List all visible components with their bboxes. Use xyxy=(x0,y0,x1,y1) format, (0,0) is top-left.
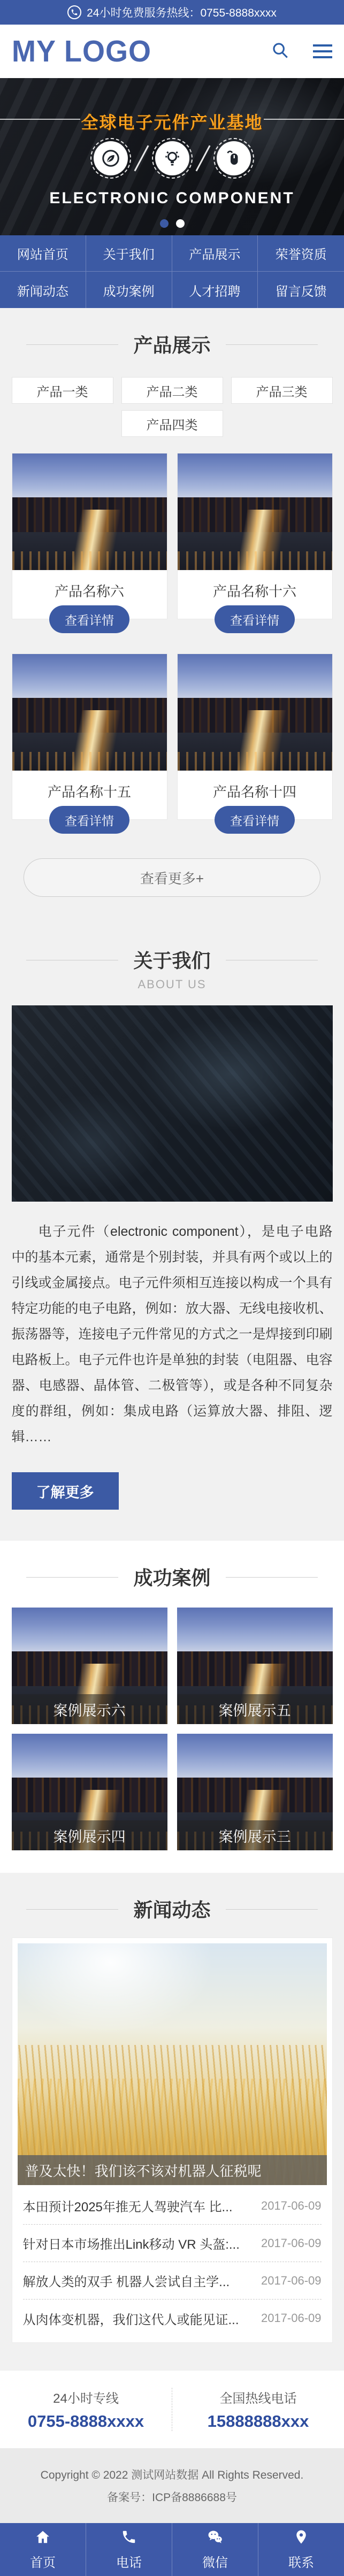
news-list xyxy=(18,2185,327,2339)
case-card[interactable] xyxy=(177,1608,333,1724)
product-categories xyxy=(12,377,333,437)
news-item-date: 2017-06-09 xyxy=(261,2198,322,2212)
nav-item-cases[interactable]: 成功案例 xyxy=(86,272,172,308)
banner-title: 全球电子元件产业基地 xyxy=(81,113,263,132)
mouse-icon xyxy=(217,141,251,175)
hotline-national-number[interactable]: 15888888xxx xyxy=(207,2412,309,2431)
location-pin-icon xyxy=(293,2529,309,2549)
about-text: 电子元件（electronic component），是电子电路中的基本元素，通常是个别封装，并具有两个或以上的引线或金属接点。电子元件须相互连接以构成一个具有特定功能的电子电路，例如：放大器、无线电接收机、振荡器等，连接电子元件常见的方式之一是焊接到印刷电路板上。电子元件也许是单独的封装（电阻器、电容器、电感器、晶体管、二极管等），或是各种不同复杂度的群组，例如：集成电路（运算放大器、排阻、逻辑…… xyxy=(11,1224,333,1444)
category-button-3[interactable]: 产品三类 xyxy=(231,377,333,404)
search-icon[interactable] xyxy=(271,41,289,62)
contact-phones xyxy=(0,2371,344,2448)
menu-icon[interactable] xyxy=(313,44,332,58)
products-section xyxy=(0,308,344,924)
news-item-title: 解放人类的双手 机器人尝试自主学... xyxy=(22,2275,230,2289)
cases-section-title: 成功案例 xyxy=(118,1563,225,1590)
topbar-hotline: 24小时免费服务热线：0755-8888xxxx xyxy=(87,7,277,19)
case-caption: 案例展示六 xyxy=(12,1694,167,1724)
banner-slash xyxy=(195,145,210,171)
product-name: 产品名称十五 xyxy=(47,784,131,800)
bottom-tabbar xyxy=(0,2523,344,2576)
tab-label: 首页 xyxy=(30,2555,56,2570)
nav-item-about[interactable]: 关于我们 xyxy=(86,235,172,272)
case-caption: 案例展示三 xyxy=(177,1820,333,1850)
tab-phone[interactable] xyxy=(86,2523,172,2576)
news-item[interactable] xyxy=(23,2225,322,2262)
view-more-button[interactable]: 查看更多+ xyxy=(24,858,320,897)
cases-section xyxy=(0,1541,344,1873)
product-card[interactable] xyxy=(12,453,167,627)
news-item-date: 2017-06-09 xyxy=(261,2311,322,2325)
tab-home[interactable] xyxy=(0,2523,86,2576)
carousel-dot-active[interactable] xyxy=(160,219,169,228)
news-card xyxy=(12,1937,333,2343)
product-card[interactable] xyxy=(177,453,333,627)
wechat-icon xyxy=(207,2529,223,2549)
product-image xyxy=(12,654,167,771)
product-card[interactable] xyxy=(12,653,167,828)
category-button-2[interactable]: 产品二类 xyxy=(121,377,223,404)
case-card[interactable] xyxy=(12,1608,167,1724)
hero-banner[interactable] xyxy=(0,78,344,235)
news-item-date: 2017-06-09 xyxy=(261,2273,322,2287)
carousel-dots xyxy=(0,219,344,228)
tab-contact[interactable] xyxy=(258,2523,344,2576)
banner-feature-icons xyxy=(0,141,344,175)
tab-label: 电话 xyxy=(116,2555,142,2570)
icp-line: 备案号：ICP备8886688号 xyxy=(107,2492,237,2504)
tab-label: 联系 xyxy=(288,2555,314,2570)
news-section xyxy=(0,1873,344,2371)
product-image xyxy=(178,453,332,570)
banner-subtitle: ELECTRONIC COMPONENT xyxy=(49,189,295,207)
case-card[interactable] xyxy=(12,1734,167,1850)
product-name: 产品名称十四 xyxy=(212,784,296,800)
news-item[interactable] xyxy=(23,2262,322,2300)
learn-more-button[interactable]: 了解更多 xyxy=(12,1472,119,1510)
nav-item-news[interactable]: 新闻动态 xyxy=(0,272,86,308)
tab-wechat[interactable] xyxy=(172,2523,258,2576)
product-image xyxy=(178,654,332,771)
nav-item-jobs[interactable]: 人才招聘 xyxy=(172,272,258,308)
product-name: 产品名称十六 xyxy=(212,583,296,599)
tab-label: 微信 xyxy=(202,2555,228,2570)
about-section xyxy=(0,924,344,1541)
product-image xyxy=(12,453,167,570)
view-detail-button[interactable]: 查看详情 xyxy=(49,806,129,834)
about-image xyxy=(12,1005,333,1202)
hotline-national xyxy=(172,2388,344,2431)
carousel-dot[interactable] xyxy=(176,219,185,228)
phone-icon xyxy=(121,2529,137,2549)
home-icon xyxy=(35,2529,51,2549)
nav-item-honor[interactable]: 荣誉资质 xyxy=(258,235,344,272)
phone-icon xyxy=(67,5,81,19)
leaf-icon xyxy=(94,141,128,175)
news-item-date: 2017-06-09 xyxy=(261,2236,322,2250)
hotline-national-label: 全国热线电话 xyxy=(219,2392,297,2406)
category-button-4[interactable]: 产品四类 xyxy=(121,410,223,437)
hotline-24h xyxy=(0,2388,172,2431)
topbar xyxy=(0,0,344,25)
banner-slash xyxy=(134,145,149,171)
product-card[interactable] xyxy=(177,653,333,828)
view-detail-button[interactable]: 查看详情 xyxy=(215,605,295,633)
copyright-line: Copyright © 2022 测试网站数据 All Rights Reserved. xyxy=(40,2469,304,2481)
news-item-title: 从肉体变机器，我们这代人或能见证... xyxy=(22,2312,239,2327)
category-button-1[interactable]: 产品一类 xyxy=(12,377,113,404)
news-featured-title: 普及太快！我们该不该对机器人征税呢 xyxy=(18,2155,327,2185)
news-item-title: 针对日本市场推出Link移动 VR 头盔:... xyxy=(22,2237,240,2252)
footer-copyright xyxy=(0,2448,344,2523)
nav-item-home[interactable]: 网站首页 xyxy=(0,235,86,272)
bulb-icon xyxy=(155,141,189,175)
news-item[interactable] xyxy=(23,2300,322,2337)
news-item[interactable] xyxy=(23,2187,322,2225)
view-detail-button[interactable]: 查看详情 xyxy=(215,806,295,834)
product-name: 产品名称六 xyxy=(54,583,124,599)
view-detail-button[interactable]: 查看详情 xyxy=(49,605,129,633)
case-caption: 案例展示四 xyxy=(12,1820,167,1850)
news-featured-image[interactable] xyxy=(18,1943,327,2185)
hotline-24h-number[interactable]: 0755-8888xxxx xyxy=(27,2412,144,2431)
products-section-title: 产品展示 xyxy=(118,330,225,358)
about-section-title: 关于我们 xyxy=(118,946,225,973)
case-card[interactable] xyxy=(177,1734,333,1850)
header xyxy=(0,25,344,78)
site-logo[interactable]: MY LOGO xyxy=(12,34,152,68)
news-section-title: 新闻动态 xyxy=(118,1895,225,1923)
about-section-subtitle: ABOUT US xyxy=(137,978,207,991)
news-item-title: 本田预计2025年推无人驾驶汽车 比... xyxy=(22,2200,233,2214)
nav-item-feedback[interactable]: 留言反馈 xyxy=(275,284,327,299)
case-caption: 案例展示五 xyxy=(177,1694,333,1724)
main-nav xyxy=(0,235,344,308)
hotline-24h-label: 24小时专线 xyxy=(53,2392,119,2406)
nav-item-products[interactable]: 产品展示 xyxy=(172,235,258,272)
